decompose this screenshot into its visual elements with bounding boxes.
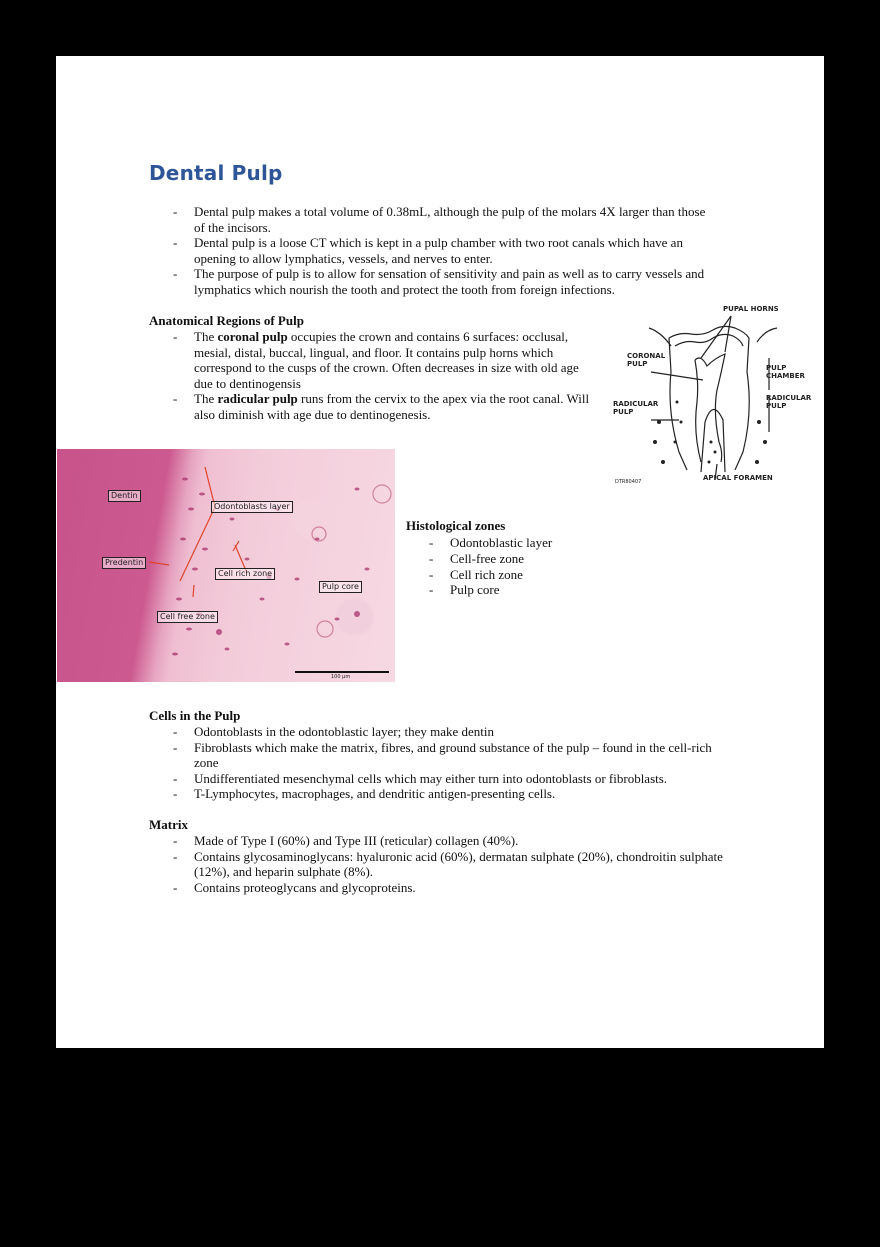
list-item: - Made of Type I (60%) and Type III (reticular) collagen (40%). bbox=[173, 833, 519, 848]
label-cell-free-zone: Cell free zone bbox=[157, 611, 218, 623]
list-item: - Odontoblasts in the odontoblastic layer; they make dentin bbox=[173, 724, 495, 739]
histology-micrograph-figure bbox=[57, 449, 395, 682]
label-odontoblasts-layer: Odontoblasts layer bbox=[211, 501, 293, 513]
label-pulp-core: Pulp core bbox=[319, 581, 362, 593]
label-predentin: Predentin bbox=[102, 557, 146, 569]
label-radicular-pulp-left: RADICULAR PULP bbox=[613, 400, 659, 416]
list-item: - Contains proteoglycans and glycoproteins. bbox=[173, 879, 416, 895]
document-page bbox=[56, 56, 824, 1048]
list-item: - The purpose of pulp is to allow for sensation of sensitivity and pain as well as to carry vessels and lymphatics which nourish the tooth and protect the tooth from foreign infections. bbox=[173, 266, 705, 297]
intro-list bbox=[173, 204, 713, 297]
list-item: - Dental pulp is a loose CT which is kept in a pulp chamber with two root canals which have an opening to allow lymphatics, vessels, and nerves to enter. bbox=[173, 235, 683, 266]
section-heading-anatomical: Anatomical Regions of Pulp bbox=[149, 313, 304, 328]
section-heading-cells: Cells in the Pulp bbox=[149, 708, 241, 723]
label-pulp-chamber: PULP CHAMBER bbox=[766, 364, 805, 380]
anatomical-list bbox=[173, 329, 593, 422]
list-item: - Undifferentiated mesenchymal cells which may either turn into odontoblasts or fibroblasts. bbox=[173, 770, 668, 786]
label-pupal-horns: PUPAL HORNS bbox=[723, 305, 779, 313]
label-coronal-pulp: CORONAL PULP bbox=[627, 352, 666, 368]
list-item: - Cell-free zone bbox=[429, 550, 524, 566]
histological-zones-list bbox=[429, 535, 669, 598]
list-item: - Odontoblastic layer bbox=[429, 535, 553, 550]
figure-code: DTR80407 bbox=[615, 479, 642, 485]
label-apical-foramen: APICAL FORAMEN bbox=[703, 474, 773, 482]
tooth-diagram-figure bbox=[609, 302, 817, 486]
section-heading-matrix: Matrix bbox=[149, 817, 188, 832]
label-radicular-pulp-right: RADICULAR PULP bbox=[766, 394, 812, 410]
list-item: - Fibroblasts which make the matrix, fibres, and ground substance of the pulp – found in the cell-rich zone bbox=[173, 739, 712, 770]
list-item: - The radicular pulp runs from the cervix to the apex via the root canal. Will also diminish with age due to dentinogenesis. bbox=[173, 391, 590, 422]
section-heading-histological: Histological zones bbox=[406, 518, 506, 533]
list-item: - The coronal pulp occupies the crown and contains 6 surfaces: occlusal, mesial, distal, buccal, lingual, and floor. It contains pulp horns which correspond to the cusps of the crown. Often decreases in size with old age due to dentinogensis bbox=[173, 329, 579, 391]
scale-bar: 100 µm bbox=[295, 671, 389, 673]
cells-list bbox=[173, 724, 723, 802]
label-cell-rich-zone: Cell rich zone bbox=[215, 568, 275, 580]
list-item: - Pulp core bbox=[429, 582, 500, 598]
matrix-list bbox=[173, 833, 723, 895]
label-dentin: Dentin bbox=[108, 490, 141, 502]
list-item: - T-Lymphocytes, macrophages, and dendritic antigen-presenting cells. bbox=[173, 786, 556, 801]
list-item: - Dental pulp makes a total volume of 0.38mL, although the pulp of the molars 4X larger than those of the incisors. bbox=[173, 204, 706, 235]
list-item: - Cell rich zone bbox=[429, 566, 523, 582]
list-item: - Contains glycosaminoglycans: hyaluronic acid (60%), dermatan sulphate (20%), chondroitin sulphate (12%), and heparin sulphate (8%). bbox=[173, 848, 723, 879]
page-title: Dental Pulp bbox=[149, 161, 283, 185]
